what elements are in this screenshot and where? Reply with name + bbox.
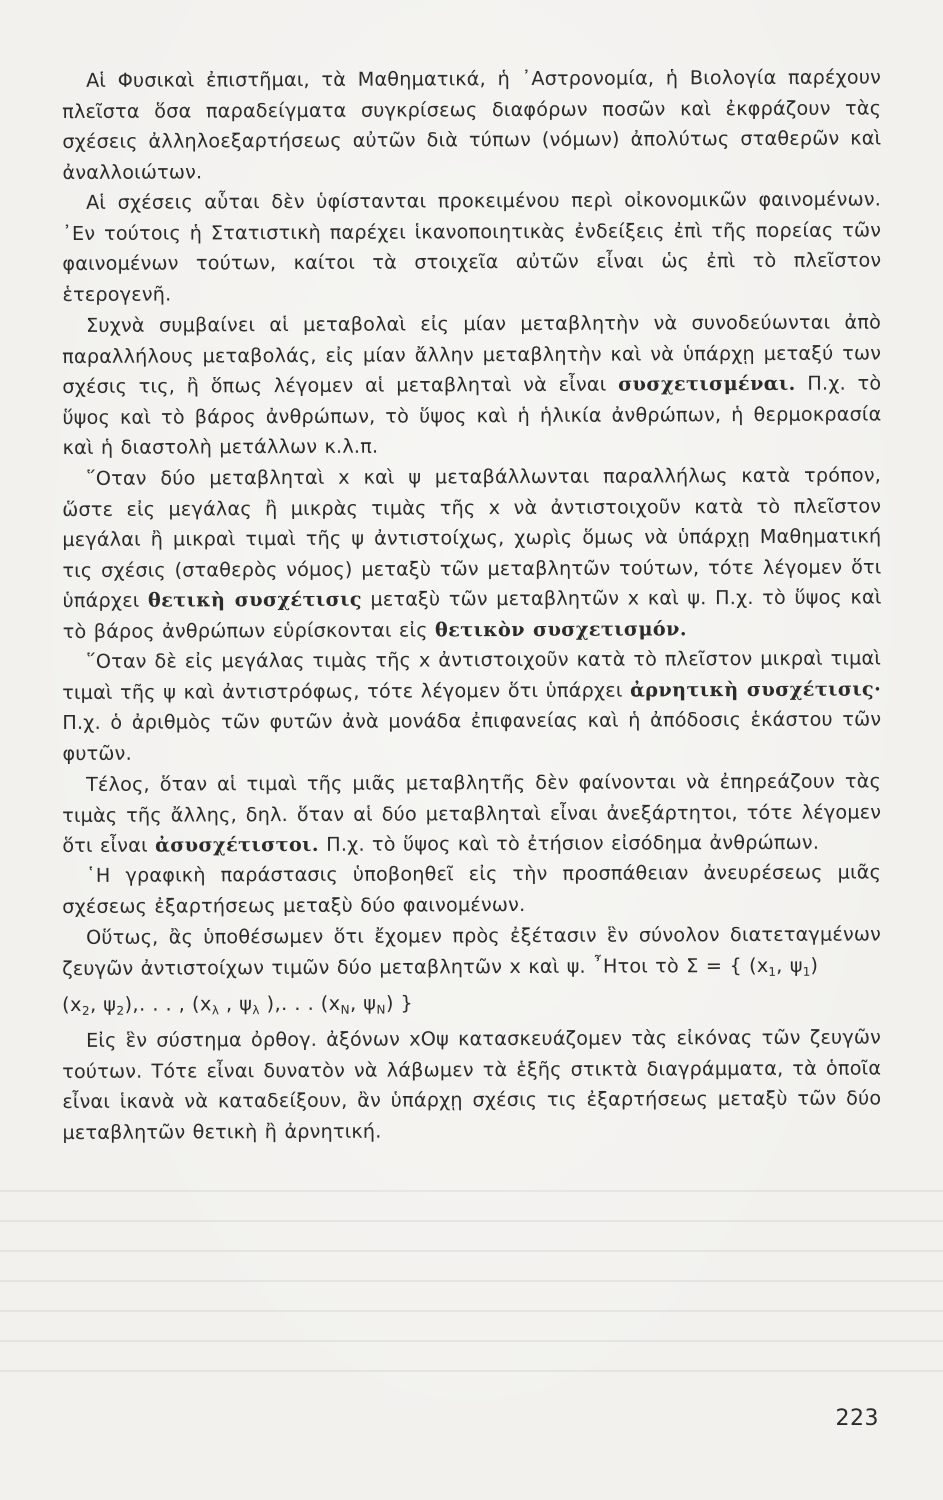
paragraph-text: Π.χ. τὸ ὕψος καὶ τὸ ἐτήσιον εἰσόδημα ἀνθρώπων. [318,830,820,856]
paragraph-scatter-diagrams [62,1023,882,1149]
paragraph-uncorrelated [62,766,881,861]
term-correlated: συσχετισμέναι. [618,371,796,396]
math-text: , ψ [89,992,117,1016]
subscript: λ [211,1003,220,1018]
paragraph-positive-correlation [62,460,882,647]
term-positive-correlation: θετικὴ συσχέτισις [147,587,362,612]
paragraph-text: Αἱ σχέσεις αὗται δὲν ὑφίστανται προκειμένου περὶ οἰκονομικῶν φαινομένων. ᾿Εν τούτοις ἡ Στατιστικὴ παρέχει ἱκανοποιητικὰς ἐνδείξεις ἐπὶ τῆς πορείας τῶν φαινομένων τούτων, καίτοι τὰ στοιχεῖα αὐτῶν εἶναι ὡς ἐπὶ τὸ πλεῖστον ἑτερογενῆ. [62,187,882,307]
paragraph-text: ῞Οταν δὲ εἰς μεγάλας τιμὰς τῆς x ἀντιστοιχοῦν κατὰ τὸ πλεῖστον μικραὶ τιμαὶ τιμαὶ τῆς ψ καὶ ἀντιστρόφως, τότε λέγομεν ὅτι ὑπάρχει [62,646,882,704]
paragraph-text: Εἰς ἓν σύστημα ὀρθογ. ἀξόνων xOψ κατασκευάζομεν τὰς εἰκόνας τῶν ζευγῶν τούτων. Τότε εἶναι δυνατὸν νὰ λάβωμεν τὰ ἑξῆς στικτὰ διαγράμματα, τὰ ὁποῖα εἶναι ἱκανὰ νὰ καταδείξουν, ἂν ὑπάρχῃ σχέσις τις ἐξαρτήσεως μεταξὺ τῶν δύο μεταβλητῶν θετικὴ ἢ ἀρνητική. [62,1025,882,1145]
math-text: (x [62,992,82,1016]
paragraph-graphical-representation [62,858,881,923]
paragraph-correlated-variables [62,307,882,464]
subscript: N [376,1002,386,1017]
paragraph-natural-sciences [62,62,882,188]
paragraph-ordered-pairs [62,919,881,990]
page-number: 223 [835,1406,879,1431]
paragraph-text: Αἱ Φυσικαὶ ἐπιστῆμαι, τὰ Μαθηματικά, ἡ ᾿Αστρονομία, ἡ Βιολογία παρέχουν πλεῖστα ὅσα παραδείγματα συγκρίσεως διαφόρων ποσῶν καὶ ἐκφράζουν τὰς σχέσεις ἀλληλοεξαρτήσεως αὐτῶν διὰ τύπων (νόμων) ἀπολύτως σταθερῶν καὶ ἀναλλοιώτων. [62,65,882,184]
paragraph-text: Τέλος, ὅταν αἱ τιμαὶ τῆς μιᾶς μεταβλητῆς δὲν φαίνονται νὰ ἐπηρεάζουν τὰς τιμὰς τῆς ἄλλης, δηλ. ὅταν αἱ δύο μεταβληταὶ εἶναι ἀνεξάρτητοι, τότε λέγομεν ὅτι εἶναι [62,769,882,857]
subscript: λ [252,1002,261,1017]
math-text: ),. . . , (x [124,992,212,1016]
subscript: 1 [768,964,777,979]
term-negative-correlation: ἀρνητικὴ συσχέτισις· [630,677,882,702]
subscript: 2 [116,1003,125,1018]
math-text: ) } [385,991,414,1015]
paragraph-text: ῞Οταν δύο μεταβληταὶ x καὶ ψ μεταβάλλωνται παραλλήλως κατὰ τρόπον, ὥστε εἰς μεγάλας ἢ μικρὰς τιμὰς τῆς x νὰ ἀντιστοιχοῦν κατὰ τὸ πλεῖστον μεγάλαι ἢ μικραὶ τιμαὶ τῆς ψ ἀντιστοίχως, χωρὶς ὅμως νὰ ὑπάρχῃ Μαθηματική τις σχέσις (σταθερὸς νόμος) μεταξὺ τῶν μεταβλητῶν τούτων, τότε λέγομεν ὅτι ὑπάρχει [62,463,882,613]
term-uncorrelated: ἀσυσχέτιστοι. [154,832,319,857]
paragraph-text: ῾Η γραφικὴ παράστασις ὑποβοηθεῖ εἰς τὴν προσπάθειαν ἀνευρέσεως μιᾶς σχέσεως ἐξαρτήσεως μεταξὺ δύο φαινομένων. [62,860,882,919]
subscript: 1 [802,963,811,978]
math-text: ),. . . (x [259,991,341,1015]
term-positive-correlation-2: θετικὸν συσχετισμόν. [434,616,687,642]
paragraph-text: , ψ [776,952,803,977]
paragraph-text: ) [810,952,819,976]
math-text: , ψ [219,991,253,1016]
subscript: 2 [81,1003,91,1018]
set-definition-line [62,986,881,1026]
paragraph-text: Π.χ. τὸ ὕψος καὶ τὸ βάρος ἀνθρώπων, τὸ ὕψος καὶ ἡ ἡλικία ἀνθρώπων, ἡ θερμοκρασία καὶ ἡ διαστολὴ μετάλλων κ.λ.π. [62,371,882,460]
subscript: N [340,1002,351,1017]
paragraph-text: μεταξὺ τῶν μεταβλητῶν x καὶ ψ. Π.χ. τὸ ὕψος καὶ τὸ βάρος ἀνθρώπων εὑρίσκονται εἰς [62,585,882,643]
body-text [62,66,881,1149]
math-text: , ψ [350,991,377,1015]
paragraph-text: Π.χ. ὁ ἀριθμὸς τῶν φυτῶν ἀνὰ μονάδα ἐπιφανείας καὶ ἡ ἀπόδοσις ἑκάστου τῶν φυτῶν. [62,707,882,766]
paragraph-text: Συχνὰ συμβαίνει αἱ μεταβολαὶ εἰς μίαν μεταβλητὴν νὰ συνοδεύωνται ἀπὸ παραλλήλους μεταβολάς, εἰς μίαν ἄλλην μεταβλητὴν καὶ νὰ ὑπάρχῃ μεταξύ των σχέσις τις, ἢ ὅπως λέγομεν αἱ μεταβληταὶ νὰ εἶναι [62,310,882,398]
paragraph-text: Οὕτως, ἂς ὑποθέσωμεν ὅτι ἔχομεν πρὸς ἐξέτασιν ἓν σύνολον διατεταγμένων ζευγῶν ἀντιστοίχων τιμῶν δύο μεταβλητῶν x καὶ ψ. ῏Ητοι τὸ Σ = { (x [62,922,882,980]
show-through-texture [0,1190,943,1390]
paragraph-negative-correlation [62,644,882,770]
paragraph-economic-phenomena [62,185,882,311]
